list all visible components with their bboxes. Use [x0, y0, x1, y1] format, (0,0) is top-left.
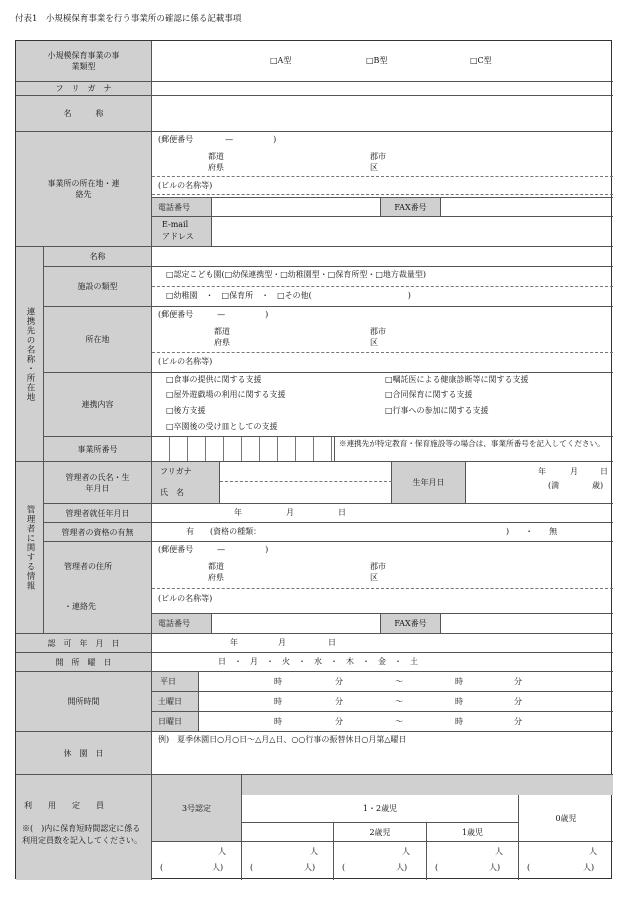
partner-ku: 区 [370, 338, 378, 347]
capacity-1-value[interactable] [427, 842, 519, 880]
manager-building[interactable]: (ビルの名称等) [158, 594, 213, 603]
label-capacity-ninp: 人) [489, 863, 501, 872]
label-hours-ji: 時 [274, 677, 282, 686]
capacity-blank-header [242, 823, 334, 842]
fax-field[interactable] [441, 197, 613, 217]
manager-address-label1: 管理者の住所 [64, 562, 112, 571]
partner-side-text: 連携先の名称・所在地 [25, 306, 35, 402]
capacity-3go-value[interactable] [152, 842, 242, 880]
manager-fax-label: FAX番号 [381, 614, 441, 634]
address-fuken: 府県 [208, 163, 224, 172]
tel-label: 電話番号 [152, 197, 212, 217]
label-capacity-lp: ( [342, 863, 346, 872]
label-capacity-nin: 人 [402, 847, 410, 856]
address-postal[interactable]: (郵便番号 — ) [158, 135, 277, 144]
partner-content-label: 連携内容 [44, 373, 152, 437]
manager-tel-field[interactable] [212, 614, 381, 634]
manager-side-text: 管理者に関する情報 [25, 504, 35, 591]
form-table [15, 40, 612, 879]
tenure-tsuki: 月 [286, 508, 294, 517]
content-backup[interactable]: □後方支援 [166, 406, 206, 415]
holiday-field[interactable] [152, 732, 613, 775]
biz-type-c[interactable]: □C型 [470, 56, 492, 65]
partner-building[interactable]: (ビルの名称等) [158, 357, 213, 366]
label-capacity-ninp: 人) [396, 863, 408, 872]
birth-tsuki: 月 [570, 467, 578, 476]
label-hours-fun: 分 [514, 717, 522, 726]
holiday-label: 休 園 日 [16, 732, 152, 775]
approval-field[interactable] [152, 634, 613, 653]
furigana-field[interactable] [152, 82, 613, 96]
approval-hi: 日 [328, 638, 336, 647]
capacity-blank-value[interactable] [242, 842, 334, 880]
label-hours-ji: 時 [455, 697, 463, 706]
label-hours-fun: 分 [335, 717, 343, 726]
email-field[interactable] [212, 217, 613, 247]
label-capacity-lp: ( [250, 863, 254, 872]
manager-side-label [16, 462, 44, 634]
hours-weekday-field[interactable] [199, 672, 613, 692]
facility-type-line1[interactable]: □認定こども園(□幼保連携型・□幼稚園型・□保育所型・□地方裁量型) [166, 270, 427, 279]
holiday-example: 例) 夏季休園日○月○日～△月△日、○○行事の振替休日○月第△曜日 [158, 735, 407, 744]
content-joint[interactable]: □合同保育に関する支援 [385, 390, 473, 399]
label-capacity-nin: 人 [218, 847, 226, 856]
manager-fax-field[interactable] [441, 614, 613, 634]
label-hours-fun: 分 [335, 697, 343, 706]
days-label: 開 所 曜 日 [16, 653, 152, 672]
capacity-1-header: 1歳児 [427, 823, 519, 842]
label-hours-kara: ～ [395, 697, 403, 706]
manager-birth-field[interactable] [466, 462, 613, 504]
capacity-2-value[interactable] [334, 842, 427, 880]
hours-weekday-label: 平日 [152, 672, 199, 692]
facility-type-options [152, 267, 613, 307]
manager-tenure-field[interactable] [152, 504, 613, 523]
name-label: 名 称 [16, 96, 152, 132]
approval-nen: 年 [230, 638, 238, 647]
capacity-header-band [242, 775, 613, 795]
label-capacity-ninp: 人) [212, 863, 224, 872]
manager-name-birth-label: 管理者の氏名・生年月日 [44, 462, 152, 504]
manager-furigana-label: フリガナ [160, 467, 192, 476]
label-hours-ji: 時 [274, 717, 282, 726]
label-hours-ji: 時 [455, 717, 463, 726]
furigana-label: フ リ ガ ナ [16, 82, 152, 96]
address-gunshi: 郡市 [370, 152, 386, 161]
manager-fuken: 府県 [208, 573, 224, 582]
office-no-boxes[interactable] [152, 437, 335, 462]
tenure-hi: 日 [338, 508, 346, 517]
partner-location-label: 所在地 [44, 307, 152, 373]
hours-saturday-field[interactable] [199, 692, 613, 712]
content-events[interactable]: □行事への参加に関する支援 [385, 406, 489, 415]
capacity-0-value[interactable] [519, 842, 613, 880]
birth-hi: 日 [600, 467, 608, 476]
office-no-label: 事業所番号 [44, 437, 152, 462]
content-meal[interactable]: □食事の提供に関する支援 [166, 375, 262, 384]
manager-postal[interactable]: (郵便番号 — ) [158, 545, 269, 554]
manager-shimei-label: 氏 名 [160, 488, 184, 497]
capacity-3go-header: 3号認定 [152, 775, 242, 842]
label-hours-kara: ～ [395, 677, 403, 686]
address-todo: 都道 [208, 152, 224, 161]
label-hours-ji: 時 [274, 697, 282, 706]
partner-name-field[interactable] [152, 247, 613, 267]
capacity-label: 利 用 定 員 [24, 801, 104, 810]
label-capacity-nin: 人 [589, 847, 597, 856]
manager-tenure-label: 管理者就任年月日 [44, 504, 152, 523]
address-building[interactable]: (ビルの名称等) [158, 181, 213, 190]
label-hours-fun: 分 [335, 677, 343, 686]
label-capacity-ninp: 人) [583, 863, 595, 872]
qual-no[interactable]: ) ・ 無 [506, 527, 558, 536]
manager-address-label2: ・連絡先 [64, 602, 96, 611]
label-capacity-lp: ( [435, 863, 439, 872]
facility-type-label: 施設の類型 [44, 267, 152, 307]
biz-type-options [152, 41, 613, 82]
hours-saturday-label: 土曜日 [152, 692, 199, 712]
partner-gunshi: 郡市 [370, 327, 386, 336]
partner-todo: 都道 [214, 327, 230, 336]
manager-name-labels [152, 462, 220, 504]
biz-type-label: 小規模保育事業の事業類型 [16, 41, 152, 82]
partner-postal[interactable]: (郵便番号 — ) [158, 310, 269, 319]
hours-sunday-label: 日曜日 [152, 712, 199, 732]
partner-content-options [152, 373, 613, 437]
tel-field[interactable] [212, 197, 381, 217]
manager-ku: 区 [370, 573, 378, 582]
facility-type-line2[interactable]: □幼稚園 ・ □保育所 ・ □その他( ) [166, 291, 411, 300]
hours-sunday-field[interactable] [199, 712, 613, 732]
label-hours-ji: 時 [455, 677, 463, 686]
content-playground[interactable]: □屋外遊戯場の利用に関する支援 [166, 390, 286, 399]
hours-label: 開所時間 [16, 672, 152, 732]
manager-qual-field[interactable] [152, 523, 613, 542]
capacity-label-cell [16, 775, 152, 880]
manager-qual-label: 管理者の資格の有無 [44, 523, 152, 542]
content-graduation[interactable]: □卒園後の受け皿としての支援 [166, 422, 278, 431]
days-value: 日 ・ 月 ・ 火 ・ 水 ・ 木 ・ 金 ・ 土 [218, 657, 418, 666]
form-title: 付表1 小規模保育事業を行う事業所の確認に係る記載事項 [15, 14, 242, 24]
manager-name-field[interactable] [220, 462, 392, 504]
capacity-note: ※( )内に保育短時間認定に係る利用定員数を記入してください。 [22, 824, 142, 845]
email-label: E-mail アドレス [152, 217, 212, 247]
address-ku: 区 [370, 163, 378, 172]
manager-address-label [44, 542, 152, 634]
capacity-0-header: 0歳児 [519, 795, 613, 842]
days-field[interactable] [152, 653, 613, 672]
fax-label: FAX番号 [381, 197, 441, 217]
partner-side-label [16, 247, 44, 462]
label-capacity-lp: ( [527, 863, 531, 872]
office-no-note: ※連携先が特定教育・保育施設等の場合は、事業所番号を記入してください。 [335, 437, 613, 462]
manager-todo: 都道 [208, 562, 224, 571]
partner-location-block [152, 307, 613, 373]
manager-tel-label: 電話番号 [152, 614, 212, 634]
label-hours-fun: 分 [514, 677, 522, 686]
label-capacity-ninp: 人) [304, 863, 316, 872]
partner-name-label: 名称 [44, 247, 152, 267]
capacity-2-header: 2歳児 [334, 823, 427, 842]
biz-type-b[interactable]: □B型 [366, 56, 388, 65]
manager-gunshi: 郡市 [370, 562, 386, 571]
approval-label: 認 可 年 月 日 [16, 634, 152, 653]
approval-tsuki: 月 [278, 638, 286, 647]
label-capacity-lp: ( [160, 863, 164, 872]
content-health[interactable]: □嘱託医による健康診断等に関する支援 [385, 375, 529, 384]
label-hours-fun: 分 [514, 697, 522, 706]
qual-yes[interactable]: 有 (資格の種類： [186, 527, 262, 536]
tenure-nen: 年 [234, 508, 242, 517]
label-capacity-nin: 人 [310, 847, 318, 856]
label-hours-kara: ～ [395, 717, 403, 726]
manager-birth-label: 生年月日 [392, 462, 466, 504]
manager-address-block [152, 542, 613, 614]
biz-type-a[interactable]: □A型 [270, 56, 292, 65]
birth-nen: 年 [538, 467, 546, 476]
partner-fuken: 府県 [214, 338, 230, 347]
birth-man: (満 [548, 481, 560, 490]
capacity-12-header: 1・2歳児 [242, 795, 519, 823]
birth-sai: 歳) [592, 481, 604, 490]
name-field[interactable] [152, 96, 613, 132]
label-capacity-nin: 人 [495, 847, 503, 856]
address-label: 事業所の所在地・連絡先 [16, 132, 152, 247]
